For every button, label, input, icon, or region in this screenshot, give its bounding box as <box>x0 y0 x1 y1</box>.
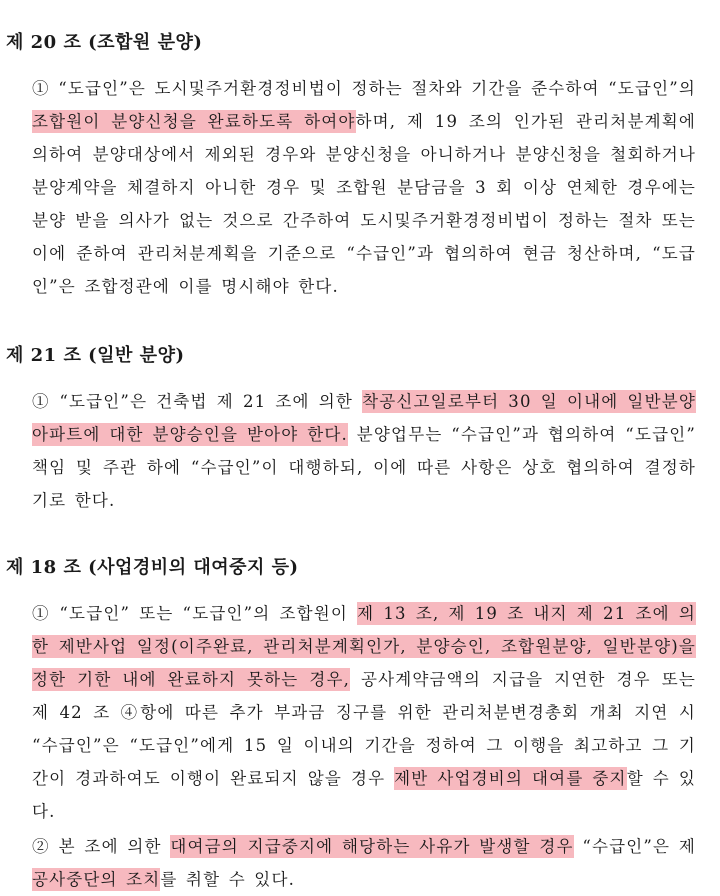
text-segment: ① “도급인” 또는 “도급인”의 조합원이 <box>32 604 358 623</box>
article-18-section <box>6 553 696 896</box>
text-segment: 하며, 제 19 조의 인가된 관리처분계획에 의하여 분양대상에서 제외된 경우와 분양신청을 아니하거나 분양신청을 철회하거나 분양계약을 체결하지 아니한 경우 및 조합원 분담금을 3 회 이상 연체한 경우에는 분양 받을 의사가 없는 것으로 간주하여 도시및주거환경정비법이 정하는 절차 또는 이에 준하여 관리처분계획을 기준으로 “수급인”과 협의하여 현금 청산하며, “도급인”은 조합정관에 이를 명시해야 한다. <box>32 112 697 296</box>
text-segment: “수급인”은 제 <box>573 837 696 856</box>
highlighted-text: 착공신고일로부터 30 일 이내에 일반분양 아파트에 대한 분양승인을 받아야 한다. <box>32 392 696 444</box>
highlighted-text: 제 13 조, 제 19 조 내지 제 21 조에 의한 제반사업 일정(이주완료, 관리처분계획인가, 분양승인, 조합원분양, 일반분양)을 정한 기한 내에 완료하지 못하는 경우, <box>32 604 696 689</box>
text-segment: ① “도급인”은 건축법 제 21 조에 의한 <box>32 392 363 411</box>
text-segment: ② 본 조에 의한 <box>32 837 171 856</box>
article-21-section <box>6 341 696 517</box>
article-20-section <box>6 28 696 303</box>
article-21-title: 제 21 조 (일반 분양) <box>6 345 185 366</box>
text-segment: 할 수 있다. <box>32 769 696 821</box>
article-18-paragraph-2 <box>32 830 696 896</box>
highlighted-text: 공사중단의 조치 <box>32 870 161 889</box>
text-segment: ① “도급인”은 도시및주거환경정비법이 정하는 절차와 기간을 준수하여 “도급인”의 <box>32 79 696 98</box>
article-20-title: 제 20 조 (조합원 분양) <box>6 32 203 53</box>
article-21-paragraph-1 <box>32 385 696 517</box>
highlighted-text: 제반 사업경비의 대여를 중지 <box>394 769 627 788</box>
text-segment: 공사계약금액의 지급을 지연한 경우 또는 제 42 조 ④항에 따른 추가 부과금 징구를 위한 관리처분변경총회 개최 지연 시 “수급인”은 “도급인”에게 15 일 이내의 기간을 정하여 그 이행을 최고하고 그 기간이 경과하여도 이행이 완료되지 않을 경우 <box>32 670 696 788</box>
text-segment: 분양업무는 “수급인”과 협의하여 “도급인” 책임 및 주관 하에 “수급인”이 대행하되, 이에 따른 사항은 상호 협의하여 결정하기로 한다. <box>32 425 696 510</box>
text-segment: 를 취할 수 있다. <box>160 870 296 889</box>
highlighted-text: 대여금의 지급중지에 해당하는 사유가 발생할 경우 <box>170 837 574 856</box>
highlighted-text: 조합원이 분양신청을 완료하도록 하여야 <box>32 112 356 131</box>
article-18-title: 제 18 조 (사업경비의 대여중지 등) <box>6 557 299 578</box>
article-18-paragraph-1 <box>32 597 696 828</box>
article-20-paragraph-1 <box>32 72 696 303</box>
